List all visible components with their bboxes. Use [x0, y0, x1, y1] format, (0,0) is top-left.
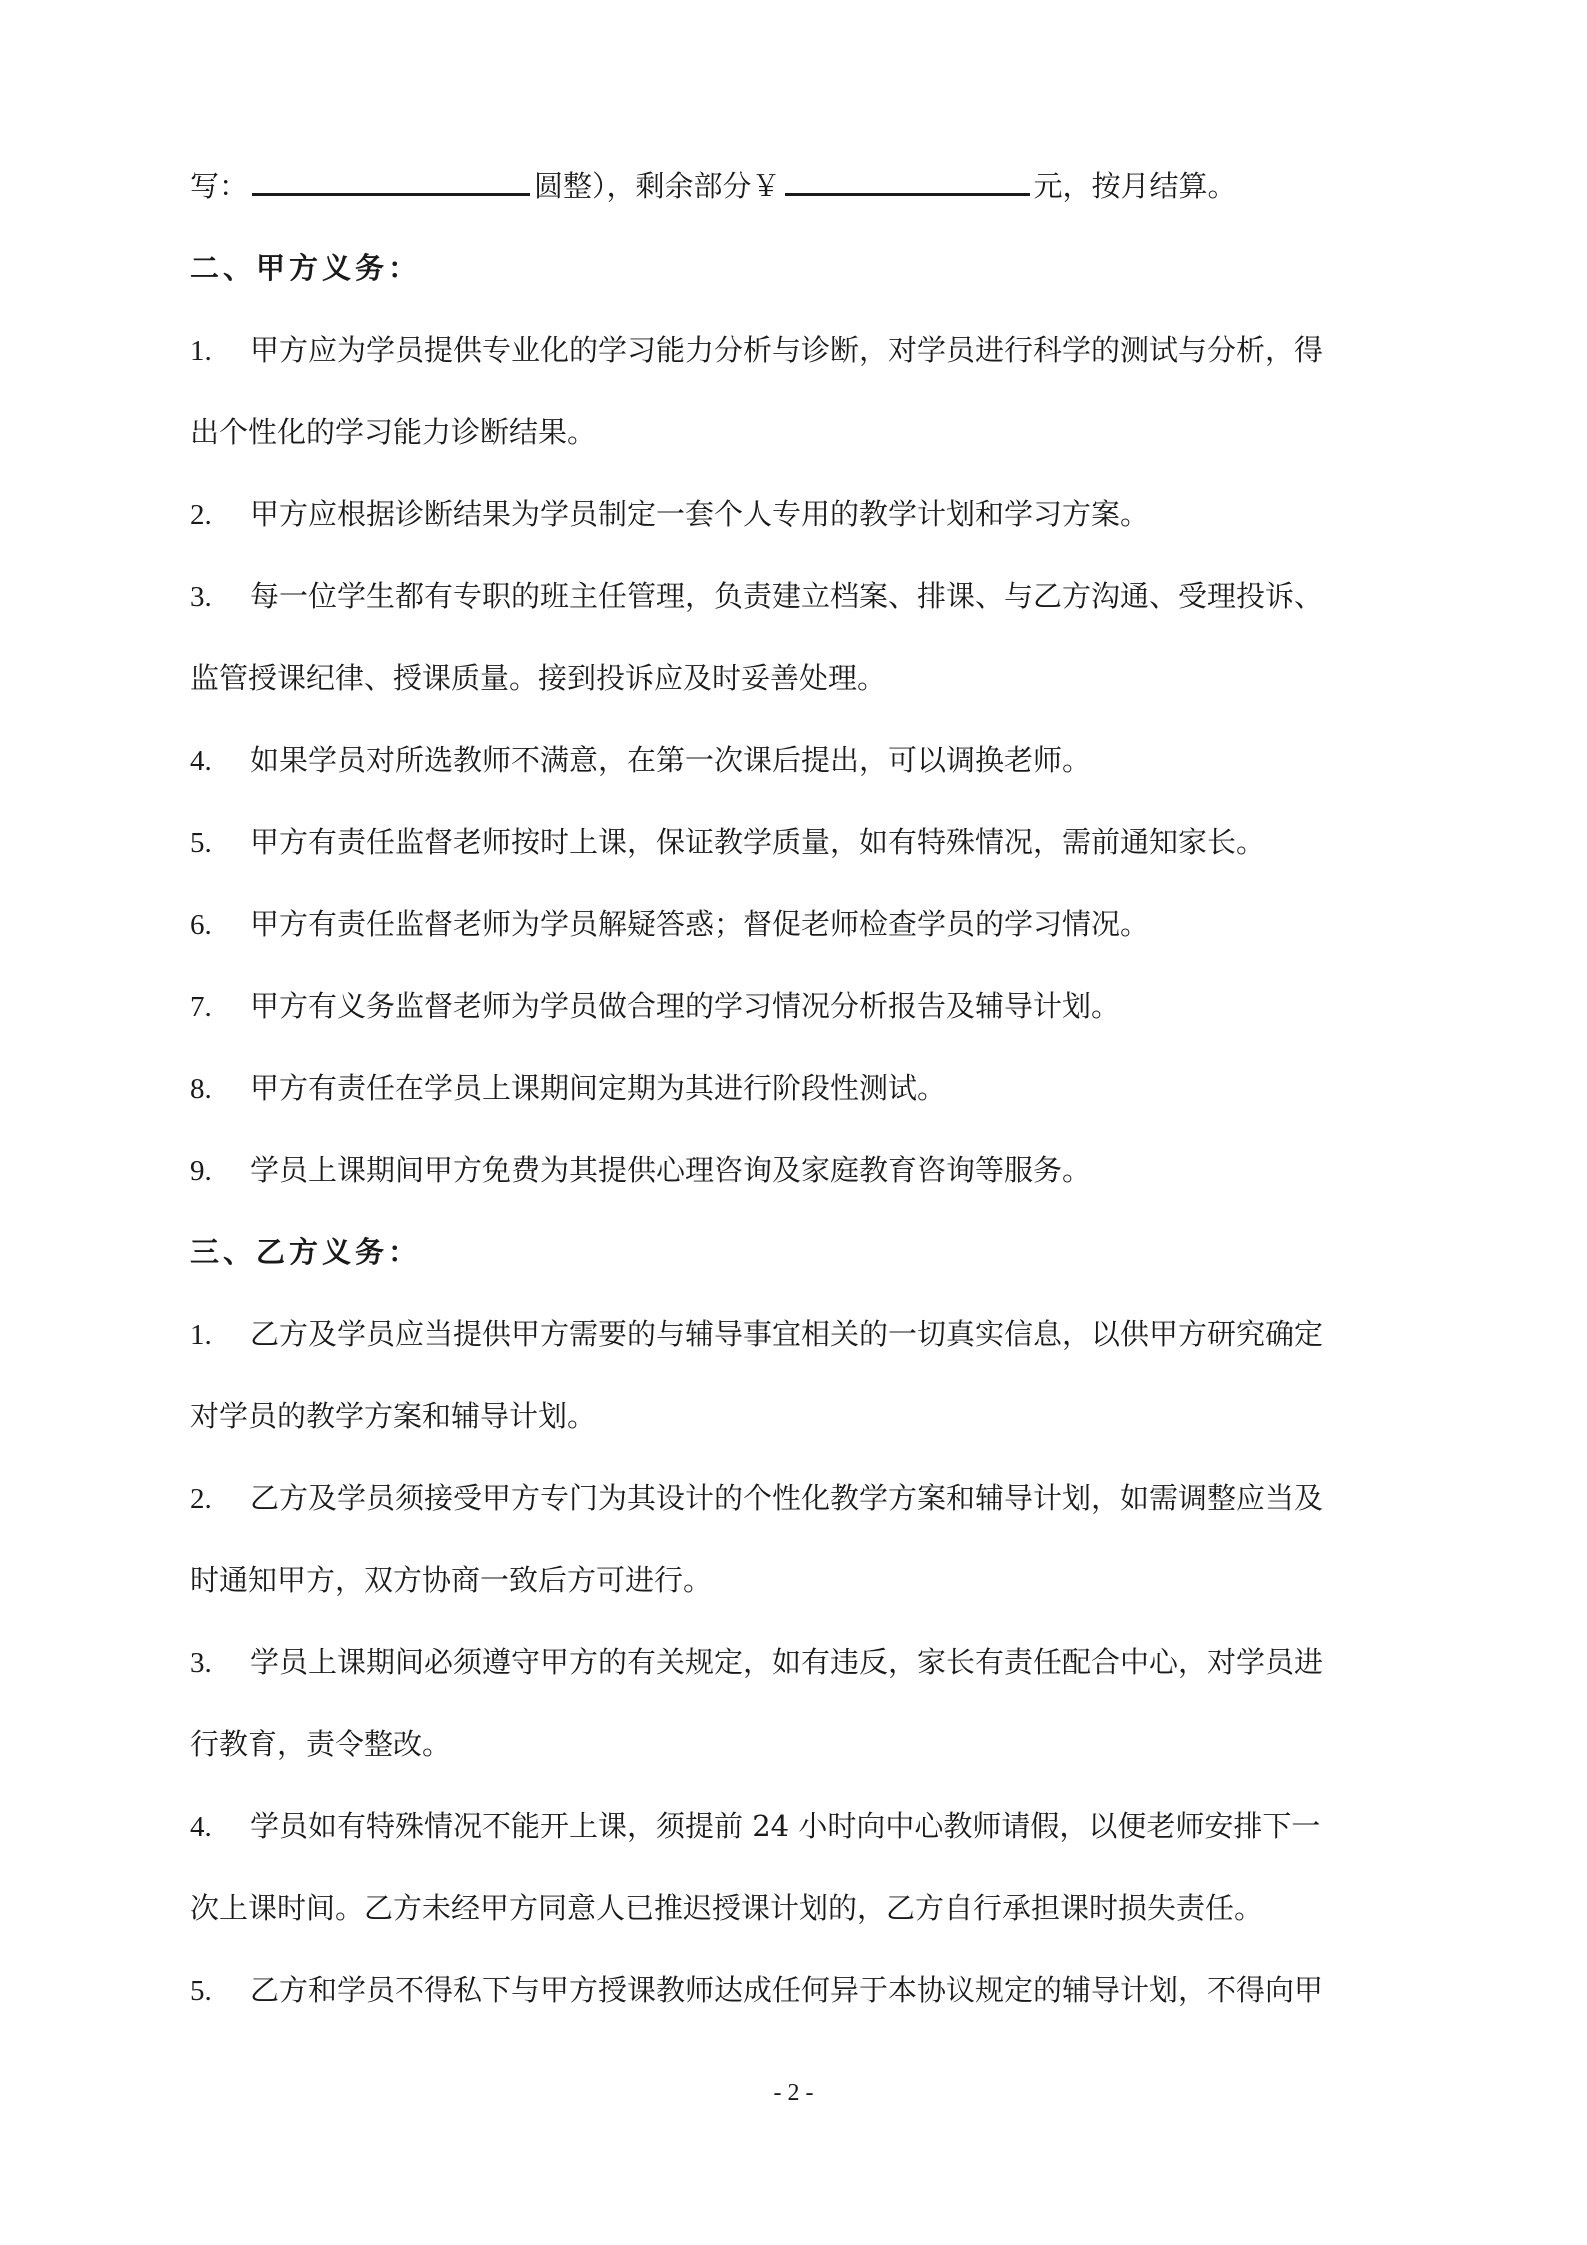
item-number: 2. [190, 499, 212, 531]
list-item [190, 1478, 1420, 1518]
page-number: - 2 - [773, 2080, 814, 2106]
item-text: 每一位学生都有专职的班主任管理，负责建立档案、排课、与乙方沟通、受理投诉、 [250, 579, 1324, 613]
item-text: 乙方和学员不得私下与甲方授课教师达成任何异于本协议规定的辅导计划，不得向甲 [250, 1973, 1324, 2007]
list-item-continuation: 时通知甲方，双方协商一致后方可进行。 [190, 1563, 713, 1597]
list-item [190, 1314, 1420, 1354]
item-number: 6. [190, 909, 212, 941]
list-item [190, 1642, 1420, 1682]
list-item [190, 330, 1420, 370]
amount-blank-field [252, 169, 530, 196]
item-text: 甲方有责任在学员上课期间定期为其进行阶段性测试。 [250, 1071, 947, 1105]
list-item-continuation: 行教育，责令整改。 [190, 1727, 452, 1761]
list-item [190, 1970, 1420, 2010]
item-text: 学员上课期间必须遵守甲方的有关规定，如有违反，家长有责任配合中心，对学员进 [250, 1645, 1324, 1679]
payment-prefix: 写： [190, 169, 249, 203]
list-item [190, 1150, 1420, 1190]
item-number: 2. [190, 1483, 212, 1515]
item-text: 学员如有特殊情况不能开上课，须提前 24 小时向中心教师请假，以便老师安排下一 [250, 1809, 1321, 1843]
remaining-blank-field [785, 169, 1030, 196]
item-number: 4. [190, 1811, 212, 1843]
list-item [190, 1068, 1420, 1108]
list-item [190, 740, 1420, 780]
list-item-continuation: 次上课时间。乙方未经甲方同意人已推迟授课计划的，乙方自行承担课时损失责任。 [190, 1891, 1264, 1925]
list-item [190, 822, 1420, 862]
list-item-continuation: 出个性化的学习能力诊断结果。 [190, 415, 597, 449]
item-number: 7. [190, 991, 212, 1023]
item-number: 3. [190, 581, 212, 613]
item-text: 乙方及学员应当提供甲方需要的与辅导事宜相关的一切真实信息，以供甲方研究确定 [250, 1317, 1324, 1351]
payment-middle: 圆整），剩余部分￥ [534, 169, 781, 203]
item-text: 甲方有义务监督老师为学员做合理的学习情况分析报告及辅导计划。 [250, 989, 1121, 1023]
item-text: 乙方及学员须接受甲方专门为其设计的个性化教学方案和辅导计划，如需调整应当及 [250, 1481, 1324, 1515]
document-page [190, 166, 1420, 2052]
item-number: 8. [190, 1073, 212, 1105]
list-item-continuation: 对学员的教学方案和辅导计划。 [190, 1399, 597, 1433]
item-text: 学员上课期间甲方免费为其提供心理咨询及家庭教育咨询等服务。 [250, 1153, 1092, 1187]
item-number: 5. [190, 827, 212, 859]
item-number: 9. [190, 1155, 212, 1187]
item-text: 甲方有责任监督老师按时上课，保证教学质量，如有特殊情况，需前通知家长。 [250, 825, 1266, 859]
payment-suffix: 元，按月结算。 [1033, 169, 1237, 203]
item-number: 3. [190, 1647, 212, 1679]
list-item [190, 1806, 1420, 1846]
list-item [190, 576, 1420, 616]
item-number: 1. [190, 335, 212, 367]
item-text: 甲方应根据诊断结果为学员制定一套个人专用的教学计划和学习方案。 [250, 497, 1150, 531]
list-item-continuation: 监管授课纪律、授课质量。接到投诉应及时妥善处理。 [190, 661, 887, 695]
item-text: 甲方应为学员提供专业化的学习能力分析与诊断，对学员进行科学的测试与分析，得 [250, 333, 1324, 367]
item-number: 4. [190, 745, 212, 777]
item-number: 1. [190, 1319, 212, 1351]
section-heading: 二、甲方义务： [190, 251, 422, 285]
list-item [190, 904, 1420, 944]
section-heading: 三、乙方义务： [190, 1235, 422, 1269]
list-item [190, 494, 1420, 534]
payment-line [190, 166, 1420, 206]
item-number: 5. [190, 1975, 212, 2007]
list-item [190, 986, 1420, 1026]
item-text: 如果学员对所选教师不满意，在第一次课后提出，可以调换老师。 [250, 743, 1092, 777]
item-text: 甲方有责任监督老师为学员解疑答惑；督促老师检查学员的学习情况。 [250, 907, 1150, 941]
